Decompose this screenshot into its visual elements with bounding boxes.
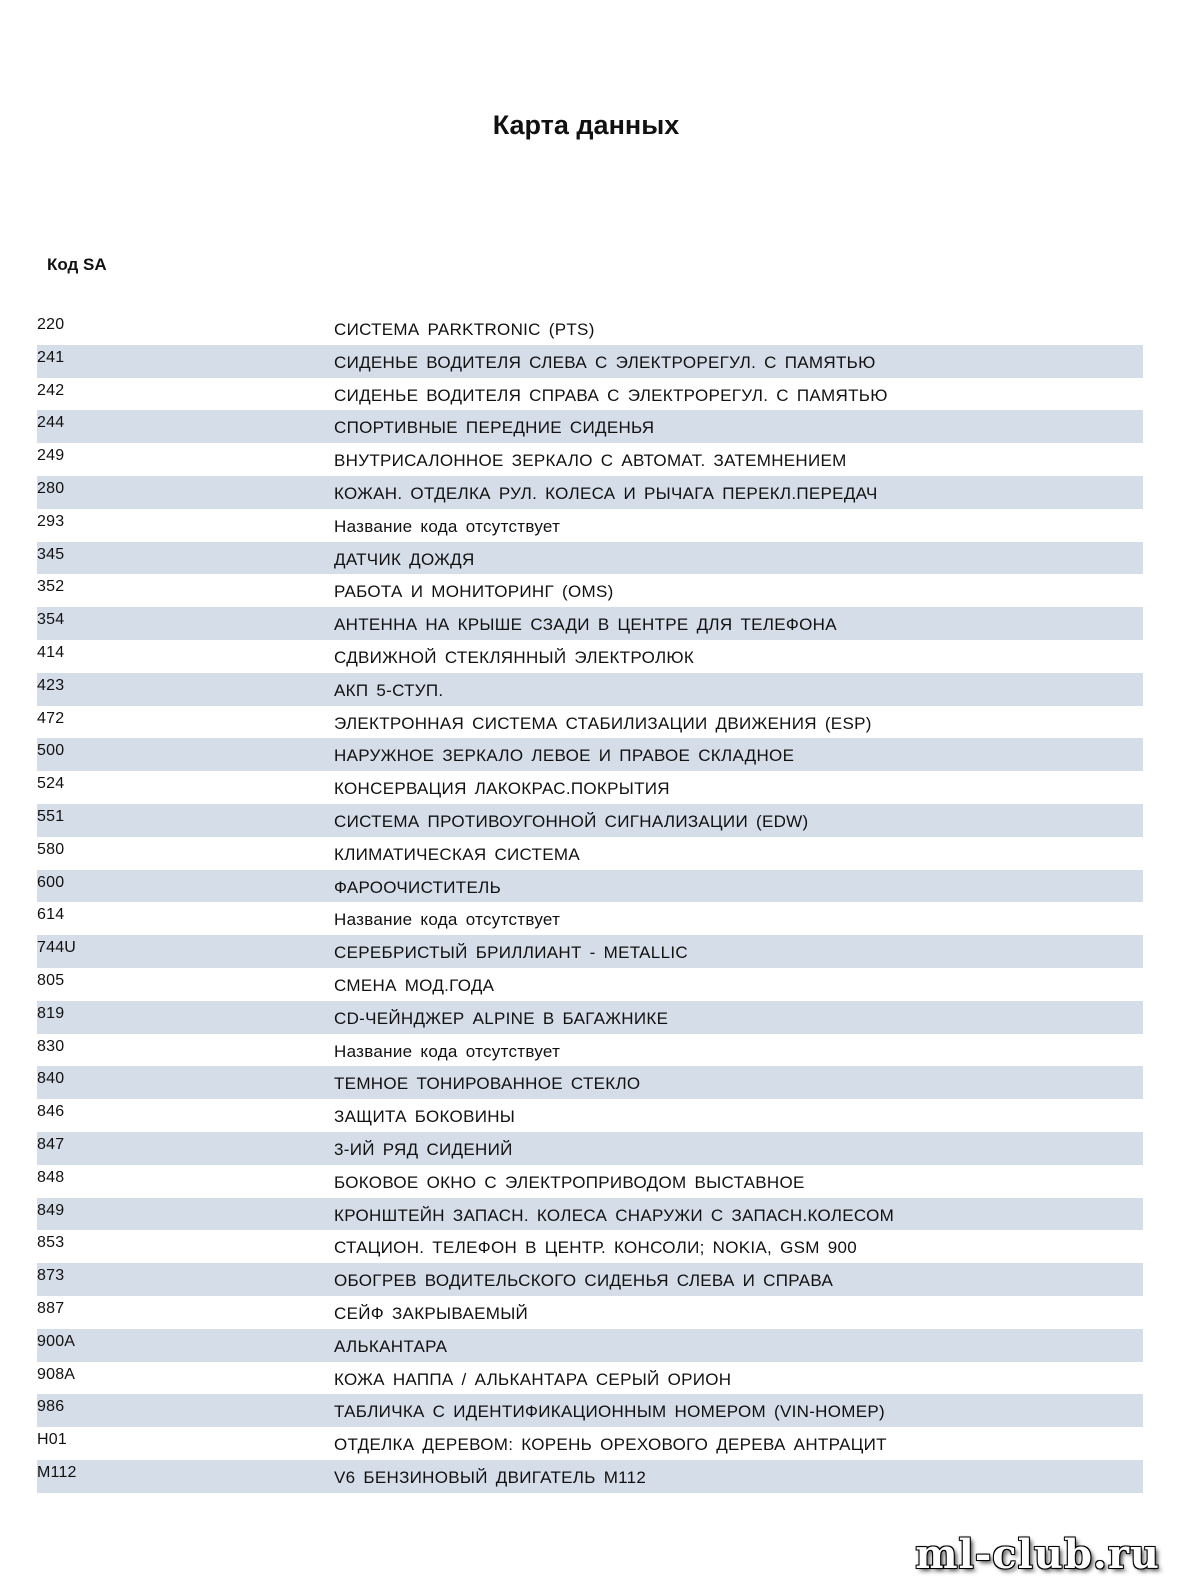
sa-code: 244 bbox=[37, 414, 65, 432]
data-table bbox=[37, 312, 1143, 1493]
sa-description: СИДЕНЬЕ ВОДИТЕЛЯ СПРАВА С ЭЛЕКТРОРЕГУЛ. С ПАМЯТЬЮ bbox=[334, 385, 888, 405]
sa-code: 524 bbox=[37, 775, 65, 793]
table-row bbox=[37, 1263, 1143, 1296]
sa-code: 744U bbox=[37, 939, 77, 957]
table-row bbox=[37, 1099, 1143, 1132]
sa-code: 293 bbox=[37, 512, 65, 530]
table-row bbox=[37, 902, 1143, 935]
sa-code: H01 bbox=[37, 1431, 67, 1449]
table-row bbox=[37, 640, 1143, 673]
sa-description: Название кода отсутствует bbox=[334, 1041, 561, 1061]
sa-description: АНТЕННА НА КРЫШЕ СЗАДИ В ЦЕНТРЕ ДЛЯ ТЕЛЕФОНА bbox=[334, 615, 837, 635]
sa-description: СДВИЖНОЙ СТЕКЛЯННЫЙ ЭЛЕКТРОЛЮК bbox=[334, 647, 695, 667]
sa-description: Название кода отсутствует bbox=[334, 910, 561, 930]
sa-code: 805 bbox=[37, 971, 65, 989]
sa-code: 280 bbox=[37, 479, 65, 497]
table-row bbox=[37, 673, 1143, 706]
sa-description: НАРУЖНОЕ ЗЕРКАЛО ЛЕВОЕ И ПРАВОЕ СКЛАДНОЕ bbox=[334, 746, 795, 766]
table-row bbox=[37, 1165, 1143, 1198]
table-row bbox=[37, 542, 1143, 575]
page-title: Карта данных bbox=[492, 110, 680, 140]
sa-description: V6 БЕНЗИНОВЫЙ ДВИГАТЕЛЬ M112 bbox=[334, 1467, 647, 1487]
sa-description: ОТДЕЛКА ДЕРЕВОМ: КОРЕНЬ ОРЕХОВОГО ДЕРЕВА АНТРАЦИТ bbox=[334, 1435, 887, 1455]
sa-code: 848 bbox=[37, 1168, 65, 1186]
sa-code: 986 bbox=[37, 1398, 65, 1416]
sa-code: 887 bbox=[37, 1299, 65, 1317]
table-row bbox=[37, 312, 1143, 345]
table-row bbox=[37, 837, 1143, 870]
sa-code: 900A bbox=[37, 1332, 76, 1350]
table-row bbox=[37, 738, 1143, 771]
sa-description: СИСТЕМА ПРОТИВОУГОННОЙ СИГНАЛИЗАЦИИ (EDW) bbox=[334, 811, 809, 831]
table-row bbox=[37, 574, 1143, 607]
sa-code: 345 bbox=[37, 545, 65, 563]
sa-description: CD-ЧЕЙНДЖЕР ALPINE В БАГАЖНИКЕ bbox=[334, 1008, 669, 1028]
table-row bbox=[37, 378, 1143, 411]
sa-description: АКП 5-СТУП. bbox=[334, 680, 444, 700]
sa-code: 873 bbox=[37, 1267, 65, 1285]
table-row bbox=[37, 935, 1143, 968]
sa-description: ВНУТРИСАЛОННОЕ ЗЕРКАЛО С АВТОМАТ. ЗАТЕМНЕНИЕМ bbox=[334, 451, 847, 471]
table-row bbox=[37, 1198, 1143, 1231]
sa-description: СЕЙФ ЗАКРЫВАЕМЫЙ bbox=[334, 1303, 529, 1323]
table-row bbox=[37, 509, 1143, 542]
sa-code: 580 bbox=[37, 840, 65, 858]
sa-code: 241 bbox=[37, 348, 65, 366]
sa-description: КОНСЕРВАЦИЯ ЛАКОКРАС.ПОКРЫТИЯ bbox=[334, 779, 670, 799]
sa-code: 500 bbox=[37, 742, 65, 760]
table-row bbox=[37, 1034, 1143, 1067]
table-row bbox=[37, 804, 1143, 837]
table-row bbox=[37, 345, 1143, 378]
table-row bbox=[37, 1394, 1143, 1427]
sa-code: 849 bbox=[37, 1201, 65, 1219]
sa-code: 352 bbox=[37, 578, 65, 596]
table-row bbox=[37, 771, 1143, 804]
table-row bbox=[37, 1066, 1143, 1099]
sa-description: ЗАЩИТА БОКОВИНЫ bbox=[334, 1107, 516, 1127]
sa-code: 472 bbox=[37, 709, 65, 727]
table-row bbox=[37, 1329, 1143, 1362]
table-row bbox=[37, 1427, 1143, 1460]
table-row bbox=[37, 968, 1143, 1001]
table-row bbox=[37, 476, 1143, 509]
watermark: ml-club.ru bbox=[915, 1531, 1160, 1578]
sa-code: 414 bbox=[37, 643, 65, 661]
sa-code: 423 bbox=[37, 676, 65, 694]
sa-description: СМЕНА МОД.ГОДА bbox=[334, 975, 495, 995]
sa-description: Название кода отсутствует bbox=[334, 516, 561, 536]
table-row bbox=[37, 1460, 1143, 1493]
sa-code: 600 bbox=[37, 873, 65, 891]
sa-code: 220 bbox=[37, 316, 65, 333]
sa-description: СТАЦИОН. ТЕЛЕФОН В ЦЕНТР. КОНСОЛИ; NOKIA, GSM 900 bbox=[334, 1238, 858, 1258]
sa-code: 614 bbox=[37, 906, 65, 924]
sa-description: 3-ИЙ РЯД СИДЕНИЙ bbox=[334, 1139, 513, 1159]
table-row bbox=[37, 1001, 1143, 1034]
table-row bbox=[37, 706, 1143, 739]
sa-description: ДАТЧИК ДОЖДЯ bbox=[334, 549, 475, 569]
sa-description: ЭЛЕКТРОННАЯ СИСТЕМА СТАБИЛИЗАЦИИ ДВИЖЕНИЯ (ESP) bbox=[334, 713, 872, 733]
sa-description: СЕРЕБРИСТЫЙ БРИЛЛИАНТ - METALLIC bbox=[334, 943, 688, 963]
sa-description: РАБОТА И МОНИТОРИНГ (OMS) bbox=[334, 582, 614, 602]
sa-code: 853 bbox=[37, 1234, 65, 1252]
sa-description: СИСТЕМА PARKTRONIC (PTS) bbox=[334, 320, 595, 339]
sa-description: КОЖА НАППА / АЛЬКАНТАРА СЕРЫЙ ОРИОН bbox=[334, 1369, 732, 1389]
sa-code: 847 bbox=[37, 1135, 65, 1153]
table-row bbox=[37, 1230, 1143, 1263]
sa-description: КОЖАН. ОТДЕЛКА РУЛ. КОЛЕСА И РЫЧАГА ПЕРЕКЛ.ПЕРЕДАЧ bbox=[334, 483, 878, 503]
sa-description: КЛИМАТИЧЕСКАЯ СИСТЕМА bbox=[334, 844, 580, 864]
table-row bbox=[37, 870, 1143, 903]
sa-description: СИДЕНЬЕ ВОДИТЕЛЯ СЛЕВА С ЭЛЕКТРОРЕГУЛ. С ПАМЯТЬЮ bbox=[334, 352, 876, 372]
column-header-code-sa: Код SA bbox=[47, 255, 107, 274]
sa-code: 249 bbox=[37, 447, 65, 465]
table-row bbox=[37, 607, 1143, 640]
sa-description: ФАРООЧИСТИТЕЛЬ bbox=[334, 877, 502, 897]
sa-code: 840 bbox=[37, 1070, 65, 1088]
sa-description: СПОРТИВНЫЕ ПЕРЕДНИЕ СИДЕНЬЯ bbox=[334, 418, 655, 438]
sa-description: ОБОГРЕВ ВОДИТЕЛЬСКОГО СИДЕНЬЯ СЛЕВА И СПРАВА bbox=[334, 1271, 834, 1291]
sa-code: 242 bbox=[37, 381, 65, 399]
sa-description: ТАБЛИЧКА С ИДЕНТИФИКАЦИОННЫМ НОМЕРОМ (VIN-НОМЕР) bbox=[334, 1402, 885, 1422]
sa-code: 819 bbox=[37, 1004, 65, 1022]
sa-code: M112 bbox=[37, 1463, 77, 1481]
sa-code: 908A bbox=[37, 1365, 76, 1383]
sa-description: ТЕМНОЕ ТОНИРОВАННОЕ СТЕКЛО bbox=[334, 1074, 641, 1094]
sa-code: 354 bbox=[37, 611, 65, 629]
table-row bbox=[37, 410, 1143, 443]
table-row bbox=[37, 1132, 1143, 1165]
sa-code: 830 bbox=[37, 1037, 65, 1055]
sa-description: КРОНШТЕЙН ЗАПАСН. КОЛЕСА СНАРУЖИ С ЗАПАСН.КОЛЕСОМ bbox=[334, 1205, 895, 1225]
table-row bbox=[37, 1362, 1143, 1395]
table-row bbox=[37, 1296, 1143, 1329]
sa-code: 551 bbox=[37, 807, 65, 825]
table-row bbox=[37, 443, 1143, 476]
sa-code: 846 bbox=[37, 1103, 65, 1121]
sa-description: АЛЬКАНТАРА bbox=[334, 1336, 448, 1356]
sa-description: БОКОВОЕ ОКНО С ЭЛЕКТРОПРИВОДОМ ВЫСТАВНОЕ bbox=[334, 1172, 805, 1192]
